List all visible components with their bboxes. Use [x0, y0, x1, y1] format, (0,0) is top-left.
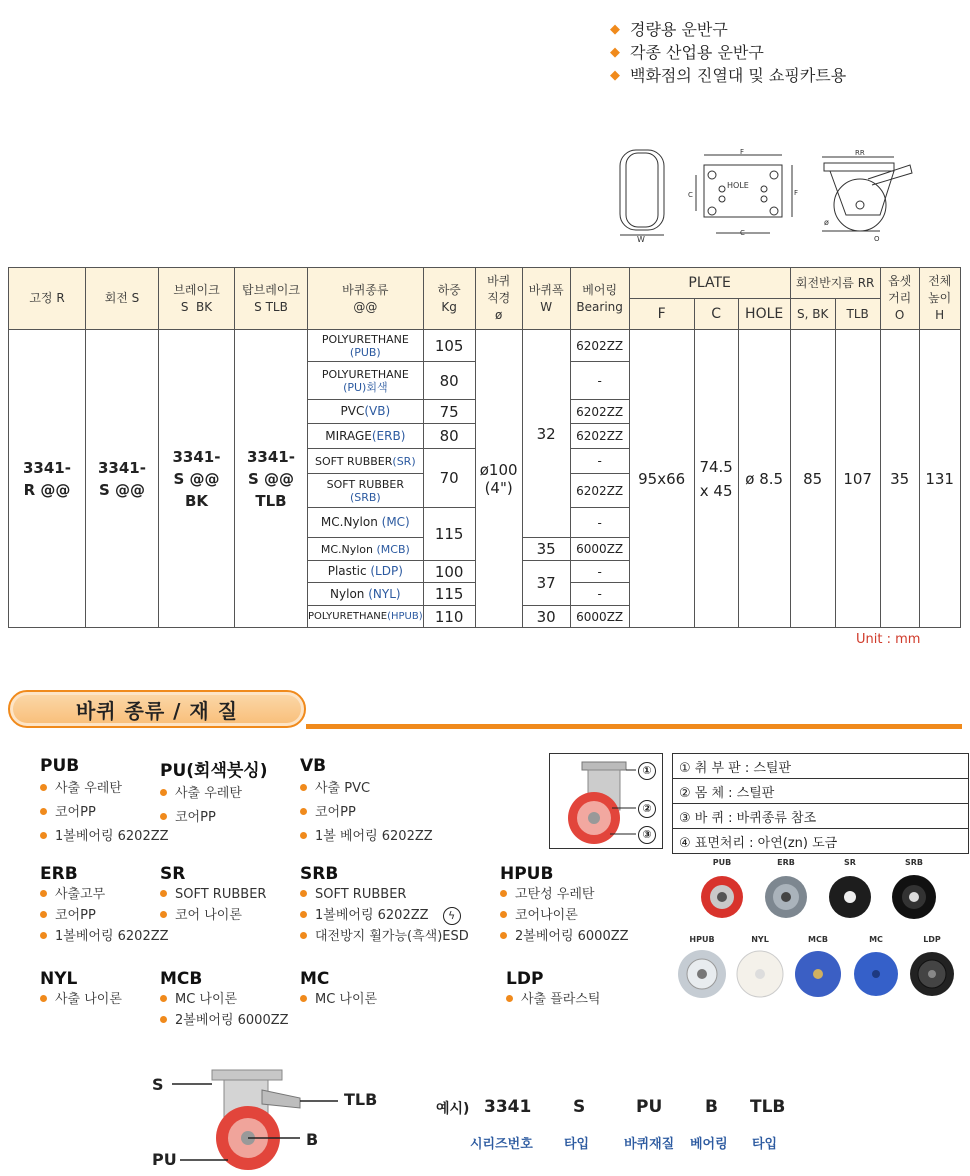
brake-model-cell [159, 330, 235, 628]
bullet-icon [160, 890, 167, 897]
header-swivel-label: 회전 S [104, 291, 140, 305]
wheel-type: SOFT RUBBER [326, 477, 405, 491]
bullet-icon [500, 890, 507, 897]
rr-dim-label: RR [855, 149, 865, 157]
wheel-type: Nylon [330, 586, 369, 601]
material-code: PU(회색붓싱) [160, 761, 268, 781]
material-item: MC 나이론 [175, 992, 238, 1007]
material-item: 1볼베어링 6202ZZ [55, 929, 169, 944]
wheel-sample-erb [756, 858, 816, 927]
bearing-value: 6202ZZ [570, 400, 629, 424]
material-code: LDP [506, 969, 544, 989]
header-rr-label: 회전반지름 RR [795, 275, 875, 290]
wheel-type-cell [308, 474, 424, 508]
bearing-value: - [570, 508, 629, 538]
material-item: 코어PP [175, 810, 216, 825]
example-bearing-code: B [705, 1097, 718, 1117]
bullet-icon [160, 813, 167, 820]
wheel-image [902, 944, 962, 1002]
diamond-icon: ◆ [610, 22, 620, 37]
header-width [522, 268, 570, 330]
bullet-icon [40, 890, 47, 897]
header-plate [629, 268, 790, 299]
wheel-sample-label: MCB [808, 935, 828, 944]
material-item: 사출 PVC [315, 781, 371, 796]
bullet-icon [500, 911, 507, 918]
header-rr [790, 268, 880, 299]
header-brake-code: S BK [180, 299, 213, 314]
load-value: 75 [423, 400, 475, 424]
part-row: ③ 바 퀴 : 바퀴종류 참조 [673, 804, 969, 829]
wheel-image [788, 944, 848, 1002]
bullet-icon [300, 832, 307, 839]
example-type-code: S [573, 1097, 586, 1117]
material-item: 코어나이론 [515, 908, 578, 923]
load-value: 100 [423, 561, 475, 583]
wheel-type: MC.Nylon [320, 542, 377, 556]
material-item: 코어 나이론 [175, 908, 242, 923]
header-plate-f-label: F [657, 306, 666, 322]
width-value: 32 [522, 330, 570, 538]
wheel-side-drawing [620, 150, 664, 244]
part-row: ① 취 부 판 : 스틸판 [673, 754, 969, 779]
header-offset-label: 옵셋 [888, 274, 912, 288]
material-hpub [500, 864, 629, 947]
header-offset-label2: 거리 [888, 291, 912, 305]
example-type2-label: 타입 [752, 1137, 778, 1152]
diamond-icon: ◆ [610, 68, 620, 83]
header-plate-label: PLATE [688, 275, 731, 291]
wheel-sample-sr [820, 858, 880, 927]
wheel-type: POLYURETHANE [308, 611, 388, 622]
material-pub [40, 756, 169, 847]
bullet-icon [300, 890, 307, 897]
header-height [919, 268, 960, 330]
header-rr-sbk-label: S, BK [796, 306, 829, 321]
wheel-samples-row2 [672, 935, 962, 1007]
material-ldp [506, 969, 600, 1010]
wheel-type: POLYURETHANE [321, 332, 409, 346]
header-rr-sbk [790, 299, 835, 330]
use-item: ◆ 각종 산업용 운반구 [610, 43, 764, 62]
wheel-sample-label: LDP [923, 935, 941, 944]
diameter-value: ø100 (4") [479, 460, 518, 497]
wheel-code: (SRB) [349, 490, 381, 504]
callout-pu: PU [152, 1150, 177, 1169]
header-topbrake-label: 탑브레이크 [242, 282, 300, 297]
o-dim-label: O [874, 235, 880, 243]
load-value: 80 [423, 362, 475, 400]
callout-b: B [306, 1130, 319, 1149]
use-item: ◆ 경량용 운반구 [610, 20, 728, 39]
bullet-icon [160, 911, 167, 918]
section-title: 바퀴 종류 / 재 질 [13, 695, 301, 723]
wheel-code: (LDP) [370, 564, 403, 578]
bearing-value: - [570, 583, 629, 606]
parts-table [672, 753, 969, 854]
wheel-type: POLYURETHANE [321, 367, 409, 381]
wheel-image [692, 867, 752, 923]
material-item: 1볼베어링 6202ZZ [55, 829, 169, 844]
material-item: 사출 나이론 [55, 992, 122, 1007]
header-offset [880, 268, 919, 330]
wheel-sample-label: SRB [904, 858, 924, 867]
load-value: 110 [423, 606, 475, 628]
material-code: MCB [160, 969, 203, 989]
header-wheel-type [308, 268, 424, 330]
header-plate-c-label: C [711, 306, 722, 322]
rr-tlb-value: 107 [835, 330, 880, 628]
wheel-image [730, 944, 790, 1002]
brake-side-drawing [822, 149, 912, 243]
header-diameter [475, 268, 522, 330]
wheel-type-cell [308, 449, 424, 474]
wheel-sample-pub [692, 858, 752, 927]
table-row [9, 330, 961, 362]
header-height-sub: H [935, 308, 945, 322]
swivel-model: 3341- S @@ [98, 458, 146, 499]
material-erb [40, 864, 169, 947]
rr-sbk-value: 85 [790, 330, 835, 628]
material-code: MC [300, 969, 330, 989]
example-type-label: 타입 [564, 1137, 590, 1152]
wheel-code: (MCB) [376, 542, 410, 556]
material-item: 코어PP [55, 908, 96, 923]
bullet-icon [160, 1016, 167, 1023]
header-load-unit: Kg [441, 299, 457, 314]
diameter-cell [475, 330, 522, 628]
wheel-type-cell [308, 424, 424, 449]
fixed-model-cell [9, 330, 86, 628]
material-code: VB [300, 756, 327, 776]
wheel-sample-label: SR [844, 858, 856, 867]
part-marker-1: ① [638, 762, 656, 780]
wheel-type: Plastic [327, 564, 371, 578]
part-marker-3: ③ [638, 826, 656, 844]
material-code: HPUB [500, 864, 554, 884]
material-item: 1볼 베어링 6202ZZ [315, 829, 433, 844]
unit-label: Unit : mm [856, 632, 921, 647]
example-type2-code: TLB [750, 1097, 786, 1117]
header-bearing [570, 268, 629, 330]
wheel-sample-mc [846, 935, 906, 1006]
material-sr [160, 864, 266, 926]
plate-c-value: 74.5 x 45 [699, 457, 733, 500]
bullet-icon [40, 808, 47, 815]
wheel-sample-label: PUB [712, 858, 732, 867]
technical-drawing [610, 145, 920, 245]
hole-label: HOLE [727, 181, 749, 190]
bullet-icon [300, 808, 307, 815]
material-item: 사출고무 [55, 887, 106, 902]
header-brake-label: 브레이크 [173, 282, 220, 297]
wheel-code: (MC) [381, 515, 410, 529]
uses-list [610, 18, 846, 87]
wheel-image [884, 867, 944, 923]
header-plate-c [694, 299, 738, 330]
bullet-icon [300, 911, 307, 918]
wheel-sample-srb [884, 858, 944, 927]
wheel-code: (NYL) [368, 586, 401, 601]
wheel-type: MC.Nylon [320, 515, 382, 529]
callout-s: S [152, 1075, 164, 1094]
bearing-value: 6000ZZ [570, 606, 629, 628]
plate-c-cell [694, 330, 738, 628]
bullet-icon [40, 995, 47, 1002]
header-wheel-type-label: 바퀴종류 [342, 282, 389, 297]
dia-label: ø [824, 218, 829, 227]
bearing-value: - [570, 449, 629, 474]
material-item: 사출 플라스틱 [521, 992, 601, 1007]
diamond-icon: ◆ [610, 45, 620, 60]
material-vb [300, 756, 433, 847]
antistatic-icon: ϟ [443, 907, 461, 925]
wheel-type-cell [308, 561, 424, 583]
swivel-model-cell [86, 330, 159, 628]
section-banner [8, 690, 306, 728]
section-divider [306, 724, 962, 729]
wheel-type-cell [308, 583, 424, 606]
header-offset-sub: O [894, 308, 905, 322]
load-value: 80 [423, 424, 475, 449]
header-plate-hole-label: HOLE [745, 306, 784, 322]
wheel-type: SOFT RUBBER [315, 454, 393, 468]
material-item: 사출 우레탄 [55, 781, 122, 796]
topbrake-model-cell [235, 330, 308, 628]
load-value: 115 [423, 508, 475, 561]
brake-model: 3341- S @@ BK [172, 447, 221, 510]
wheel-sample-nyl [730, 935, 790, 1006]
wheel-sample-mcb [788, 935, 848, 1006]
c-dim-label: C [740, 229, 745, 237]
wheel-code: (PU)회색 [343, 380, 388, 394]
plate-f-value: 95x66 [629, 330, 694, 628]
header-fixed-label: 고정 R [29, 291, 65, 305]
header-bearing-label: 베어링 [582, 282, 618, 297]
wheel-image [672, 944, 732, 1002]
f-dim-label: F [740, 148, 745, 156]
width-value: 37 [522, 561, 570, 606]
material-nyl [40, 969, 122, 1010]
header-diam-sym: ø [494, 308, 503, 322]
offset-value: 35 [880, 330, 919, 628]
header-width-sub: W [540, 299, 553, 314]
header-diam-label: 바퀴 [487, 274, 511, 288]
bullet-icon [160, 789, 167, 796]
material-item: 2볼베어링 6000ZZ [515, 929, 629, 944]
topbrake-model: 3341- S @@ TLB [247, 447, 295, 510]
bullet-icon [40, 911, 47, 918]
example-label: 예시) [436, 1101, 470, 1117]
wheel-type-cell [308, 606, 424, 628]
wheel-sample-label: HPUB [689, 935, 715, 944]
material-item: 2볼베어링 6000ZZ [175, 1013, 289, 1028]
plate-top-drawing [688, 148, 798, 237]
wheel-image [846, 944, 906, 1002]
material-pu [160, 756, 268, 828]
wheel-samples-row1 [692, 858, 956, 928]
material-code: NYL [40, 969, 78, 989]
material-item: 1볼베어링 6202ZZ [315, 908, 429, 923]
material-item: 사출 우레탄 [175, 786, 242, 801]
example-series-code: 3341 [484, 1097, 532, 1117]
wheel-sample-label: NYL [751, 935, 769, 944]
wheel-code: (SR) [392, 454, 416, 468]
part-row: ② 몸 체 : 스틸판 [673, 779, 969, 804]
bearing-value: - [570, 362, 629, 400]
material-item: SOFT RUBBER [175, 887, 267, 902]
material-item: 코어PP [55, 805, 96, 820]
example-material-label: 바퀴재질 [624, 1137, 675, 1152]
wheel-image [820, 867, 880, 923]
header-fixed [9, 268, 86, 330]
load-value: 115 [423, 583, 475, 606]
header-plate-hole [738, 299, 790, 330]
wheel-type: PVC [340, 404, 365, 418]
callout-tlb: TLB [344, 1090, 378, 1109]
bearing-value: 6202ZZ [570, 330, 629, 362]
example-bearing-label: 베어링 [690, 1137, 728, 1152]
header-height-label2: 높이 [928, 291, 952, 305]
material-mc [300, 969, 377, 1010]
header-load-label: 하중 [437, 282, 461, 297]
use-item: ◆ 백화점의 진열대 및 쇼핑카트용 [610, 66, 847, 85]
wheel-type-cell [308, 538, 424, 561]
bullet-icon [160, 995, 167, 1002]
width-value: 35 [522, 538, 570, 561]
header-brake [159, 268, 235, 330]
material-srb [300, 864, 469, 947]
example-series-label: 시리즈번호 [470, 1137, 533, 1152]
f-dim-label-v: F [794, 189, 799, 197]
hole-value: ø 8.5 [738, 330, 790, 628]
header-rr-tlb-label: TLB [846, 306, 869, 321]
wheel-code: (ERB) [371, 428, 406, 443]
bullet-icon [300, 932, 307, 939]
material-item: 코어PP [315, 805, 356, 820]
material-item: 대전방지 휠가능(흑색)ESD [315, 929, 469, 944]
header-plate-f [629, 299, 694, 330]
w-dim-label: W [637, 235, 645, 244]
material-item: 고탄성 우레탄 [515, 887, 595, 902]
header-rr-tlb [835, 299, 880, 330]
c-dim-label-v: C [688, 191, 693, 199]
spec-table [8, 267, 961, 628]
wheel-image [756, 867, 816, 923]
load-value: 70 [423, 449, 475, 508]
wheel-type-cell [308, 330, 424, 362]
header-height-label: 전체 [928, 274, 952, 288]
material-code: ERB [40, 864, 78, 884]
height-value: 131 [919, 330, 960, 628]
wheel-code: (VB) [364, 404, 391, 418]
bullet-icon [40, 932, 47, 939]
bullet-icon [40, 784, 47, 791]
bearing-value: - [570, 561, 629, 583]
part-row: ④ 표면처리 : 아연(zn) 도금 [673, 829, 969, 854]
wheel-type-cell [308, 508, 424, 538]
material-item: SOFT RUBBER [315, 887, 407, 902]
wheel-sample-hpub [672, 935, 732, 1006]
bearing-value: 6000ZZ [570, 538, 629, 561]
header-bearing-sub: Bearing [576, 299, 623, 314]
header-wheel-type-sub: @@ [353, 299, 378, 314]
bullet-icon [300, 784, 307, 791]
header-width-label: 바퀴폭 [528, 282, 564, 297]
parts-diagram [549, 753, 663, 849]
bullet-icon [300, 995, 307, 1002]
caster-callout-image [150, 1060, 390, 1176]
wheel-type-cell [308, 400, 424, 424]
part-marker-2: ② [638, 800, 656, 818]
header-topbrake-code: S TLB [254, 299, 288, 314]
material-item: MC 나이론 [315, 992, 378, 1007]
material-code: SR [160, 864, 186, 884]
bullet-icon [40, 832, 47, 839]
bearing-value: 6202ZZ [570, 424, 629, 449]
material-code: SRB [300, 864, 339, 884]
width-value: 30 [522, 606, 570, 628]
header-load [423, 268, 475, 330]
header-diam-label2: 직경 [487, 291, 511, 305]
example-material-code: PU [636, 1097, 663, 1117]
bullet-icon [500, 932, 507, 939]
wheel-type-cell [308, 362, 424, 400]
wheel-code: (HPUB) [387, 611, 423, 622]
header-topbrake [235, 268, 308, 330]
wheel-sample-ldp [902, 935, 962, 1006]
wheel-sample-label: MC [869, 935, 883, 944]
wheel-sample-label: ERB [777, 858, 795, 867]
header-swivel [86, 268, 159, 330]
bearing-value: 6202ZZ [570, 474, 629, 508]
material-code: PUB [40, 756, 80, 776]
fixed-model: 3341- R @@ [23, 458, 71, 499]
bullet-icon [506, 995, 513, 1002]
material-mcb [160, 969, 289, 1031]
load-value: 105 [423, 330, 475, 362]
wheel-code: (PUB) [349, 345, 381, 359]
wheel-type: MIRAGE [325, 428, 372, 443]
